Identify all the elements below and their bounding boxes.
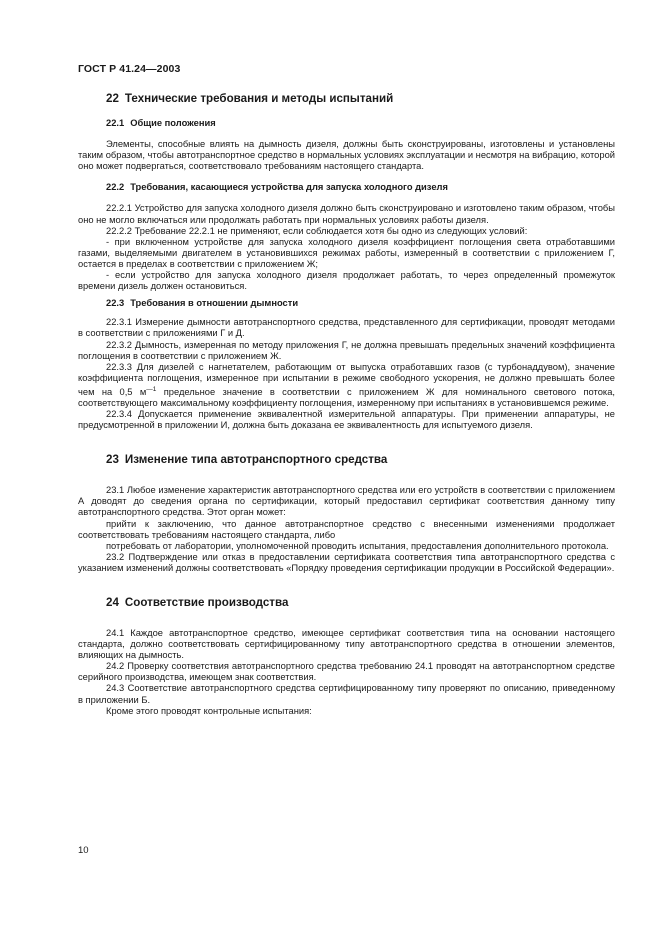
subsection-number: 22.2 [106, 182, 125, 193]
subsection-number: 22.1 [106, 118, 125, 128]
paragraph-part: предельное значение в соответствии с приложением Ж для номинального светового потока, соответствующего максимальному коэффициенту поглощения, измеренному при испытаниях в установившемся режиме. [78, 386, 616, 408]
paragraph: потребовать от лаборатории, уполномоченной проводить испытания, предоставления дополнительного протокола. [106, 540, 609, 551]
page-number: 10 [78, 845, 89, 856]
paragraph [78, 362, 615, 409]
section-number: 23 [106, 453, 119, 467]
subsection-number: 22.3 [106, 298, 125, 309]
subsection-title: Требования, касающиеся устройства для запуска холодного дизеля [130, 182, 448, 193]
subsection-22-3-heading [78, 298, 615, 309]
paragraph: 22.2.2 Требование 22.2.1 не применяют, если соблюдается хотя бы одно из следующих условий: [106, 225, 528, 236]
paragraph: 24.1 Каждое автотранспортное средство, имеющее сертификат соответствия типа на основании настоящего стандарта, должно соответствовать сертифицированному типу автотранспортного средства в отношении элементов, влияющих на дымность. [78, 628, 615, 661]
paragraph: 24.2 Проверку соответствия автотранспортного средства требованию 24.1 проводят на автотранспортном средстве серийного производства, имеющем знак соответствия. [78, 661, 615, 683]
paragraph: Элементы, способные влиять на дымность дизеля, должны быть сконструированы, изготовлены и установлены таким образом, чтобы автотранспортное средство в нормальных условиях эксплуатации и несмотря на вибрацию, которой оно может подвергаться, соответствовало требованиям настоящего стандарта. [78, 139, 615, 172]
subsection-title: Требования в отношении дымности [130, 298, 299, 309]
paragraph: 22.2.1 Устройство для запуска холодного дизеля должно быть сконструировано и изготовлено таким образом, чтобы оно не могло включаться или продолжать работать при нормальных условиях работы дизеля. [78, 203, 615, 225]
section-22-heading [78, 92, 615, 106]
document-header: ГОСТ Р 41.24—2003 [78, 63, 181, 75]
section-number: 22 [106, 92, 119, 105]
paragraph: - если устройство для запуска холодного дизеля продолжает работать, то через определенный промежуток времени дизель должен остановиться. [78, 270, 615, 292]
paragraph: 23.2 Подтверждение или отказ в предоставлении сертификата соответствия типа автотранспортного средства с указанием изменений должны соответствовать «Порядку проведения сертификации продукции в Российской Федерации». [78, 551, 615, 573]
section-title: Технические требования и методы испытаний [124, 92, 394, 105]
paragraph: 22.3.4 Допускается применение эквивалентной измерительной аппаратуры. При применении аппаратуры, не предусмотренной в приложении И, должна быть доказана ее эквивалентность для испытуемого дизеля. [78, 409, 615, 431]
section-title: Изменение типа автотранспортного средства [124, 453, 388, 467]
paragraph: 22.3.2 Дымность, измеренная по методу приложения Г, не должна превышать предельных значений коэффициента поглощения в соответствии с приложением Ж. [78, 339, 615, 361]
section-number: 24 [106, 596, 119, 609]
paragraph: Кроме этого проводят контрольные испытания: [106, 705, 312, 716]
section-title: Соответствие производства [124, 596, 289, 609]
subsection-title: Общие положения [130, 118, 216, 128]
subsection-22-1-heading [78, 118, 615, 129]
paragraph-part: 22.3.3 Для дизелей с нагнетателем, работающим от выпуска отработавших газов (с турбонаддувом), значение коэффициента поглощения, измеренное при испытании в режиме свободного ускорения, не должно превышать более чем на 0,5 м [78, 361, 615, 397]
subsection-22-2-heading [78, 182, 615, 193]
document-body [78, 92, 615, 717]
paragraph: 24.3 Соответствие автотранспортного средства сертифицированному типу проверяют по описанию, приведенному в приложении Б. [78, 683, 615, 705]
paragraph: 23.1 Любое изменение характеристик автотранспортного средства или его устройств в соответствии с приложением А доводят до сведения органа по сертификации, который предоставил сертификат соответствия данному типу автотранспортного средства. Этот орган может: [78, 485, 615, 518]
paragraph: - при включенном устройстве для запуска холодного дизеля коэффициент поглощения света отработавшими газами, выделяемыми двигателем в установившихся режимах работы, измеренный в соответствии с приложением Г, остается в пределах в соответствии с приложением Ж; [78, 236, 615, 269]
section-23-heading [78, 453, 615, 467]
superscript: —1 [146, 385, 157, 393]
paragraph: прийти к заключению, что данное автотранспортное средство с внесенными изменениями продолжает соответствовать требованиям настоящего стандарта, либо [78, 518, 615, 540]
section-24-heading [78, 596, 615, 610]
paragraph: 22.3.1 Измерение дымности автотранспортного средства, представленного для сертификации, проводят методами в соответствии с приложениями Г и Д. [78, 317, 615, 339]
